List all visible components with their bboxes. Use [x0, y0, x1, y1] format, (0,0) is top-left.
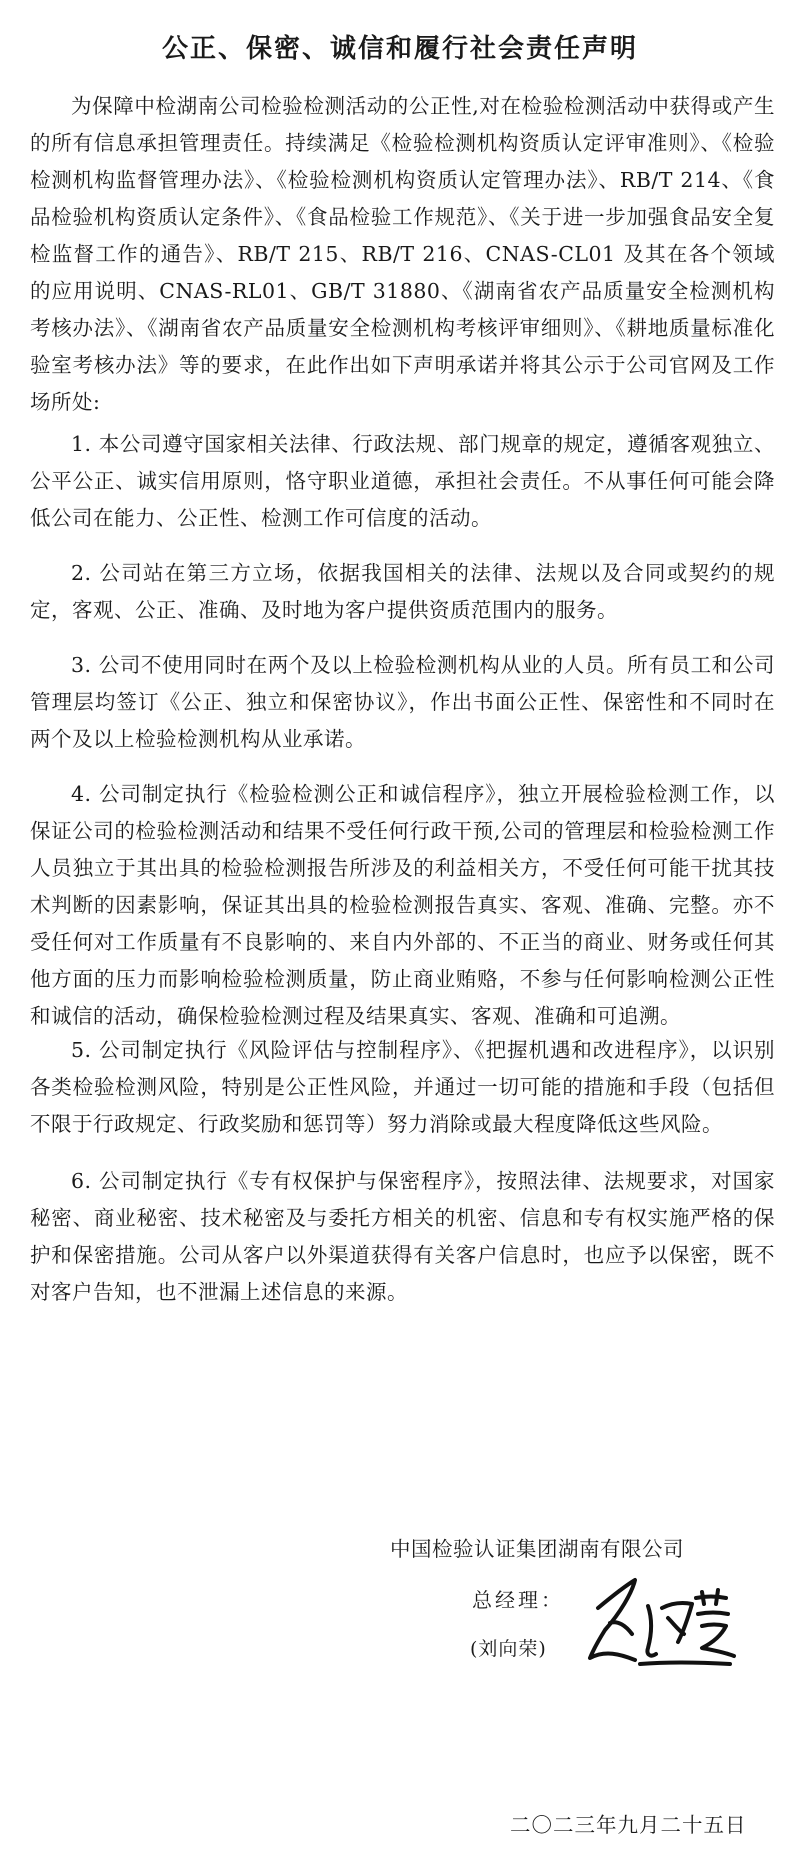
intro-paragraph: 为保障中检湖南公司检验检测活动的公正性,对在检验检测活动中获得或产生的所有信息承担管理责任。持续满足《检验检测机构资质认定评审准则》、《检验检测机构监督管理办法》、《检验检测机构资质认定管理办法》、RB/T 214、《食品检验机构资质认定条件》、《食品检验工作规范》、《关于进一步加强食品安全复检监督工作的通告》、RB/T 215、RB/T 216、CNAS-CL01 及其在各个领域的应用说明、CNAS-RL01、GB/T 31880、《湖南省农产品质量安全检测机构考核办法》、《湖南省农产品质量安全检测机构考核评审细则》、《耕地质量标准化验室考核办法》等的要求，在此作出如下声明承诺并将其公示于公司官网及工作场所处:	[30, 94, 775, 414]
declaration-date: 二〇二三年九月二十五日	[510, 1813, 747, 1837]
item-3: 3. 公司不使用同时在两个及以上检验检测机构从业的人员。所有员工和公司管理层均签订《公正、独立和保密协议》，作出书面公正性、保密性和不同时在两个及以上检验检测机构从业承诺。	[30, 653, 775, 751]
general-manager-label: 总经理：	[472, 1588, 564, 1612]
item-5: 5. 公司制定执行《风险评估与控制程序》、《把握机遇和改进程序》，以识别各类检验检测风险，特别是公正性风险，并通过一切可能的措施和手段（包括但不限于行政规定、行政奖励和惩罚等）努力消除或最大程度降低这些风险。	[30, 1038, 775, 1136]
handwritten-signature	[580, 1568, 740, 1678]
item-6: 6. 公司制定执行《专有权保护与保密程序》，按照法律、法规要求，对国家秘密、商业秘密、技术秘密及与委托方相关的机密、信息和专有权实施严格的保护和保密措施。公司从客户以外渠道获得有关客户信息时，也应予以保密，既不对客户告知，也不泄漏上述信息的来源。	[30, 1169, 775, 1304]
item-4: 4. 公司制定执行《检验检测公正和诚信程序》，独立开展检验检测工作，以保证公司的检验检测活动和结果不受任何行政干预,公司的管理层和检验检测工作人员独立于其出具的检验检测报告所涉及的利益相关方，不受任何可能干扰其技术判断的因素影响，保证其出具的检验检测报告真实、客观、准确、完整。亦不受任何对工作质量有不良影响的、来自内外部的、不正当的商业、财务或任何其他方面的压力而影响检验检测质量，防止商业贿赂，不参与任何影响检测公正性和诚信的活动，确保检验检测过程及结果真实、客观、准确和可追溯。	[30, 782, 775, 1028]
item-2: 2. 公司站在第三方立场，依据我国相关的法律、法规以及合同或契约的规定，客观、公正、准确、及时地为客户提供资质范围内的服务。	[30, 561, 775, 622]
general-manager-name: (刘向荣)	[470, 1638, 547, 1660]
company-name: 中国检验认证集团湖南有限公司	[390, 1537, 684, 1561]
page-title: 公正、保密、诚信和履行社会责任声明	[161, 34, 638, 64]
item-1: 1. 本公司遵守国家相关法律、行政法规、部门规章的规定，遵循客观独立、公平公正、诚实信用原则，恪守职业道德，承担社会责任。不从事任何可能会降低公司在能力、公正性、检测工作可信度的活动。	[30, 432, 775, 530]
